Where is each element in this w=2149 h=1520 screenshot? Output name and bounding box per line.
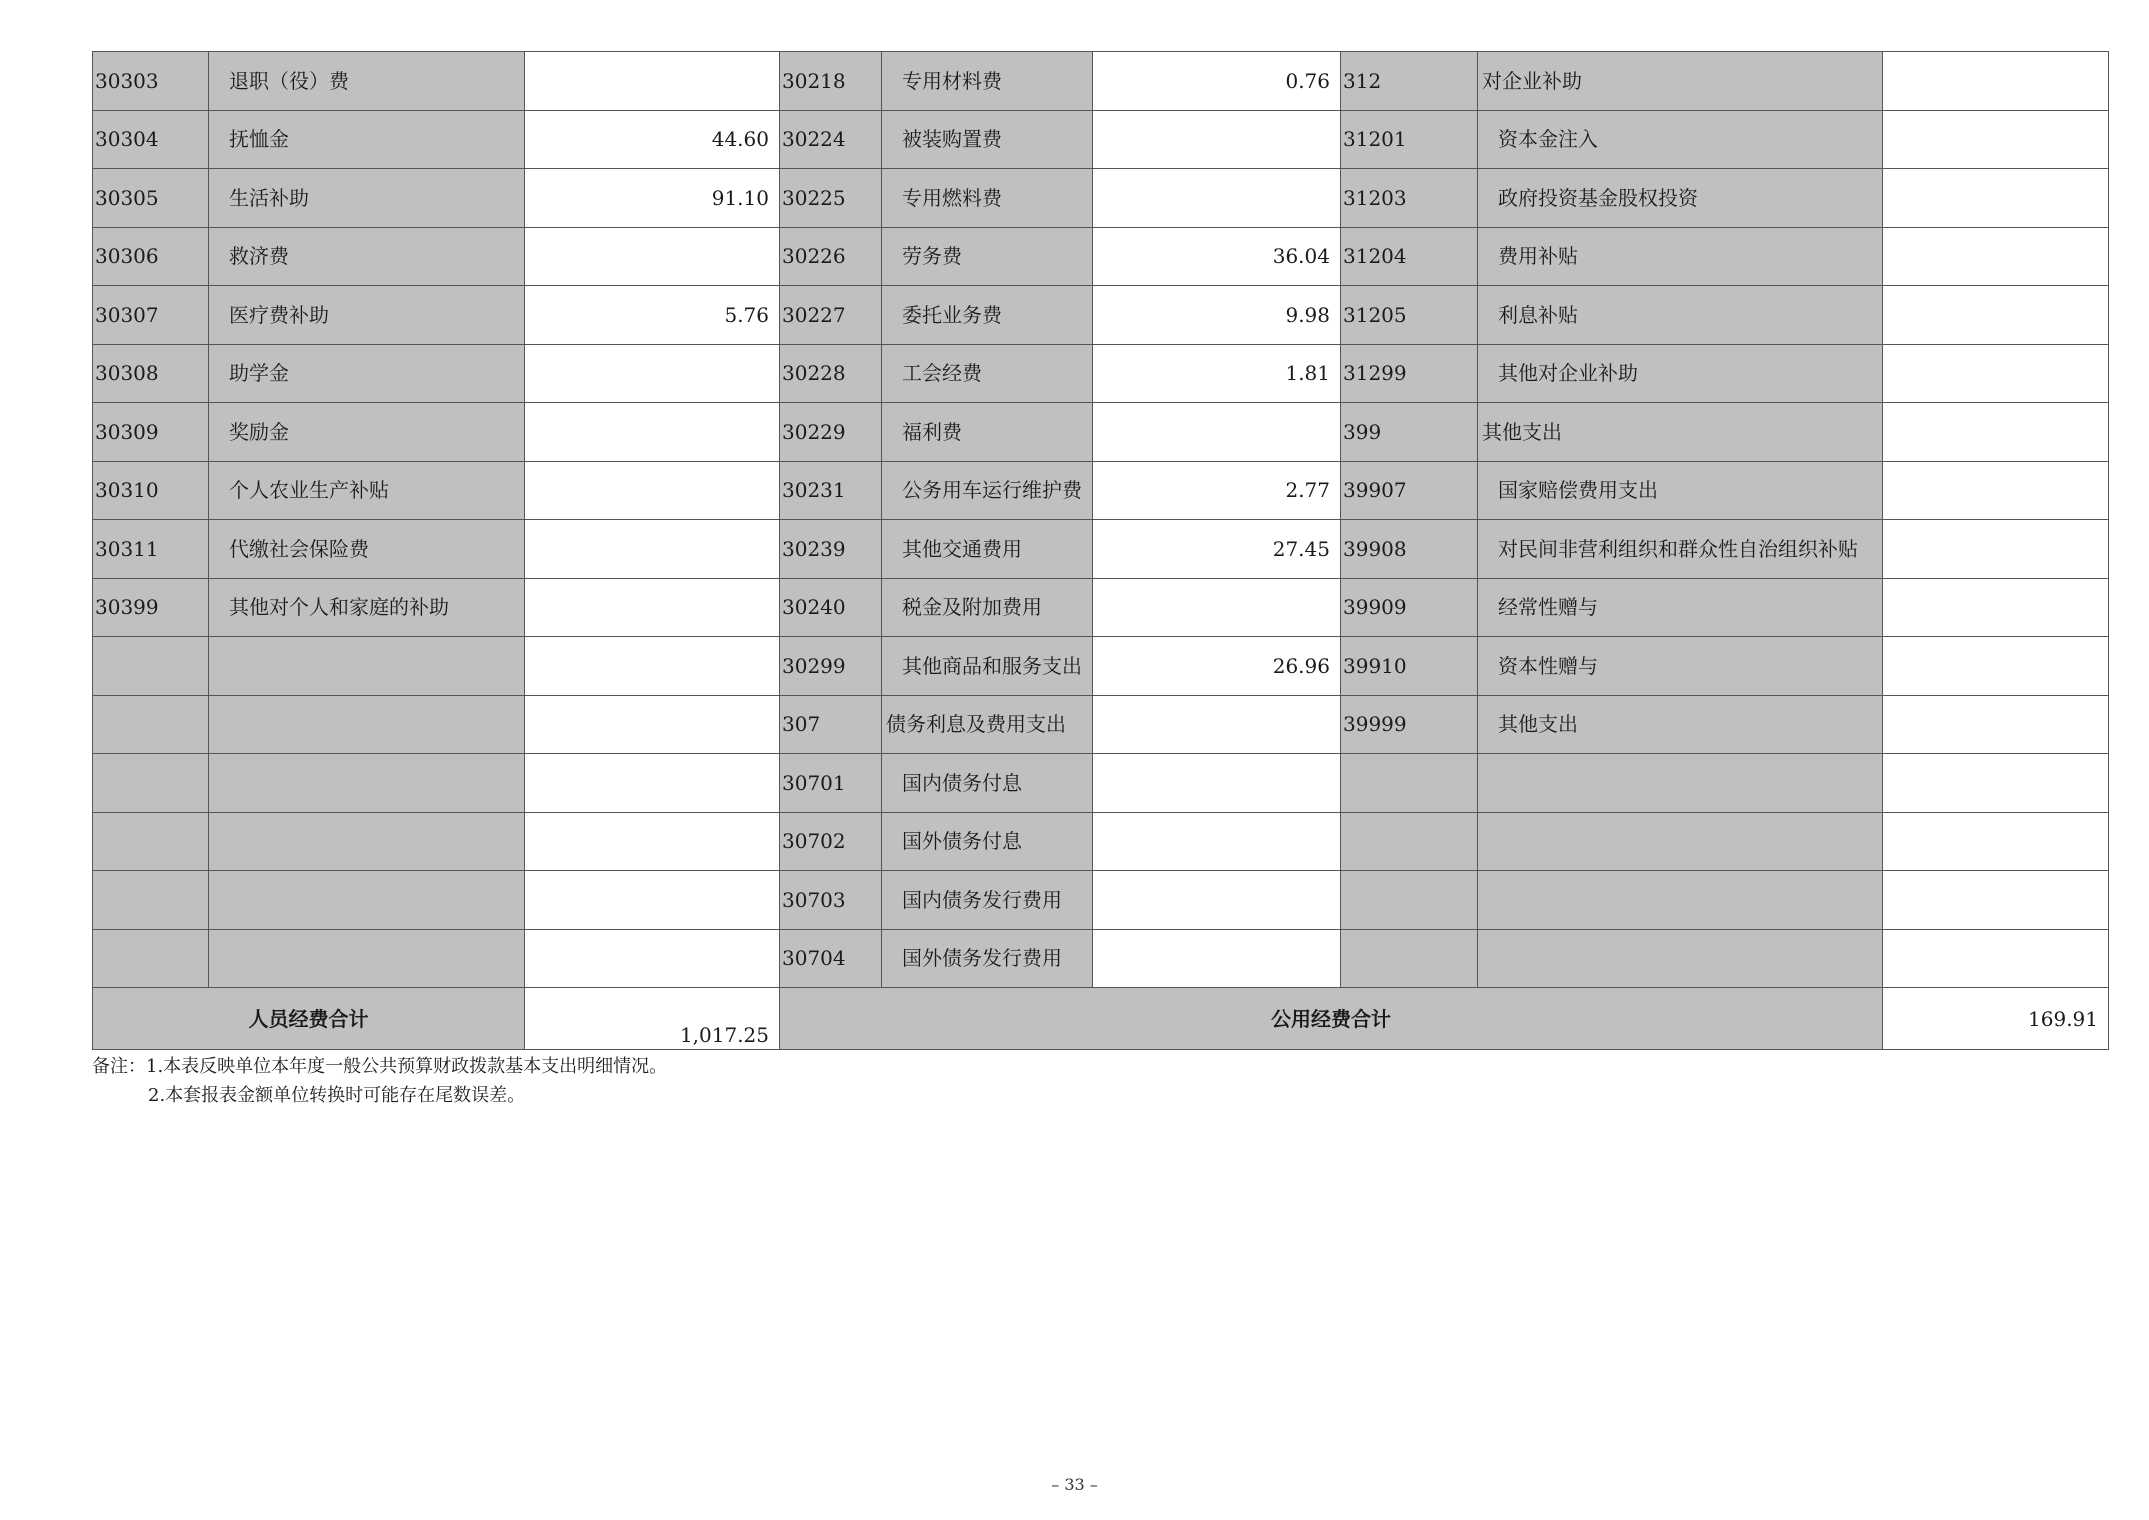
item-name: 抚恤金 [209,110,525,169]
item-code: 307 [780,695,882,754]
item-amount [1883,461,2109,520]
item-amount [1093,110,1341,169]
item-code: 312 [1341,52,1478,111]
item-name: 经常性赠与 [1478,578,1883,637]
item-code: 30218 [780,52,882,111]
item-amount: 91.10 [525,169,780,228]
item-code: 30308 [93,344,209,403]
page-number: – 33 – [1051,1475,1098,1494]
public-total-amount: 169.91 [1883,988,2109,1050]
item-code: 31204 [1341,227,1478,286]
item-name: 其他对企业补助 [1478,344,1883,403]
item-code: 31201 [1341,110,1478,169]
item-name: 专用燃料费 [882,169,1093,228]
item-amount: 1.81 [1093,344,1341,403]
item-code [1341,754,1478,813]
item-code: 30231 [780,461,882,520]
item-name: 对民间非营利组织和群众性自治组织补贴 [1478,520,1883,579]
item-name: 对企业补助 [1478,52,1883,111]
item-code: 39907 [1341,461,1478,520]
item-code: 30299 [780,637,882,696]
item-name: 国内债务付息 [882,754,1093,813]
item-name: 费用补贴 [1478,227,1883,286]
table-row [93,578,2109,637]
table-row [93,169,2109,228]
table-row [93,403,2109,462]
item-name [209,871,525,930]
item-code: 30310 [93,461,209,520]
item-name [1478,871,1883,930]
table-row [93,52,2109,111]
item-code: 31205 [1341,286,1478,345]
item-code [1341,812,1478,871]
item-amount [525,520,780,579]
item-name: 其他支出 [1478,695,1883,754]
item-amount [1093,754,1341,813]
item-amount [1093,403,1341,462]
note-line-1: 备注：1.本表反映单位本年度一般公共预算财政拨款基本支出明细情况。 [92,1056,668,1077]
item-name: 国外债务付息 [882,812,1093,871]
item-amount [525,461,780,520]
item-name: 其他支出 [1478,403,1883,462]
item-code: 30702 [780,812,882,871]
item-code [93,637,209,696]
item-code: 30240 [780,578,882,637]
table-row [93,344,2109,403]
item-amount [525,871,780,930]
item-amount [525,578,780,637]
item-name: 国家赔偿费用支出 [1478,461,1883,520]
item-name: 助学金 [209,344,525,403]
item-amount [525,929,780,988]
item-amount: 27.45 [1093,520,1341,579]
item-name [209,812,525,871]
item-amount [1883,169,2109,228]
totals-row [93,988,2109,1050]
item-name [1478,754,1883,813]
item-name: 工会经费 [882,344,1093,403]
item-code: 30309 [93,403,209,462]
item-name [209,754,525,813]
item-amount [1883,695,2109,754]
item-amount: 2.77 [1093,461,1341,520]
item-code: 30304 [93,110,209,169]
item-code: 31203 [1341,169,1478,228]
item-code: 39909 [1341,578,1478,637]
item-amount [525,227,780,286]
table-row [93,812,2109,871]
item-name: 委托业务费 [882,286,1093,345]
item-code [1341,871,1478,930]
item-name: 国外债务发行费用 [882,929,1093,988]
item-amount [1093,871,1341,930]
item-code: 30704 [780,929,882,988]
item-code: 30229 [780,403,882,462]
item-amount [525,344,780,403]
item-amount [1093,812,1341,871]
item-code: 30306 [93,227,209,286]
item-amount [525,754,780,813]
item-code: 30227 [780,286,882,345]
item-name: 政府投资基金股权投资 [1478,169,1883,228]
item-code: 39910 [1341,637,1478,696]
item-amount [525,52,780,111]
item-amount: 5.76 [525,286,780,345]
table-body [93,52,2109,988]
item-name [209,929,525,988]
item-code: 30239 [780,520,882,579]
item-name: 福利费 [882,403,1093,462]
item-name: 专用材料费 [882,52,1093,111]
item-amount [1883,520,2109,579]
item-amount: 44.60 [525,110,780,169]
table-row [93,929,2109,988]
item-code: 30225 [780,169,882,228]
item-amount: 36.04 [1093,227,1341,286]
table-row [93,871,2109,930]
item-name: 其他交通费用 [882,520,1093,579]
table-row [93,637,2109,696]
item-name [209,637,525,696]
item-name: 税金及附加费用 [882,578,1093,637]
item-amount: 9.98 [1093,286,1341,345]
item-code: 31299 [1341,344,1478,403]
item-name: 其他商品和服务支出 [882,637,1093,696]
item-amount [1883,110,2109,169]
item-name: 利息补贴 [1478,286,1883,345]
table-row [93,110,2109,169]
public-total-label: 公用经费合计 [780,988,1883,1050]
expenditure-detail-table [92,51,2109,1050]
table-row [93,227,2109,286]
item-amount [1883,637,2109,696]
table-row [93,461,2109,520]
item-amount [1883,754,2109,813]
item-code: 39908 [1341,520,1478,579]
item-name: 劳务费 [882,227,1093,286]
item-name: 退职（役）费 [209,52,525,111]
item-amount [1093,929,1341,988]
item-name [1478,812,1883,871]
item-code: 39999 [1341,695,1478,754]
item-code: 30307 [93,286,209,345]
item-name [209,695,525,754]
item-amount [525,403,780,462]
item-amount [1093,695,1341,754]
item-code [1341,929,1478,988]
item-amount [1883,344,2109,403]
item-code: 30701 [780,754,882,813]
item-amount [1883,578,2109,637]
table-row [93,520,2109,579]
item-name: 救济费 [209,227,525,286]
item-code: 399 [1341,403,1478,462]
item-code: 30703 [780,871,882,930]
item-amount [1093,578,1341,637]
item-amount [1883,812,2109,871]
item-code: 30311 [93,520,209,579]
table-row [93,695,2109,754]
item-amount: 26.96 [1093,637,1341,696]
item-name: 资本金注入 [1478,110,1883,169]
item-amount [1883,286,2109,345]
item-name [1478,929,1883,988]
item-name: 代缴社会保险费 [209,520,525,579]
item-code: 30303 [93,52,209,111]
item-code [93,812,209,871]
item-code: 30226 [780,227,882,286]
item-code: 30399 [93,578,209,637]
notes [92,1052,667,1110]
item-amount [525,695,780,754]
item-name: 国内债务发行费用 [882,871,1093,930]
item-amount [1883,52,2109,111]
item-name: 生活补助 [209,169,525,228]
item-amount: 0.76 [1093,52,1341,111]
item-code: 30224 [780,110,882,169]
note-line-2: 2.本套报表金额单位转换时可能存在尾数误差。 [148,1085,526,1106]
item-amount [1883,403,2109,462]
table-row [93,754,2109,813]
item-code: 30228 [780,344,882,403]
item-name: 被装购置费 [882,110,1093,169]
item-name: 其他对个人和家庭的补助 [209,578,525,637]
item-name: 奖励金 [209,403,525,462]
item-name: 资本性赠与 [1478,637,1883,696]
item-amount [1883,871,2109,930]
item-amount [525,812,780,871]
item-code [93,871,209,930]
item-code [93,754,209,813]
item-name: 个人农业生产补贴 [209,461,525,520]
item-name: 医疗费补助 [209,286,525,345]
item-name: 债务利息及费用支出 [882,695,1093,754]
item-amount [1093,169,1341,228]
personnel-total-amount: 1,017.25 [525,988,780,1050]
item-code [93,695,209,754]
personnel-total-label: 人员经费合计 [93,988,525,1050]
item-code [93,929,209,988]
item-amount [1883,929,2109,988]
table-row [93,286,2109,345]
item-code: 30305 [93,169,209,228]
item-amount [1883,227,2109,286]
item-amount [525,637,780,696]
item-name: 公务用车运行维护费 [882,461,1093,520]
